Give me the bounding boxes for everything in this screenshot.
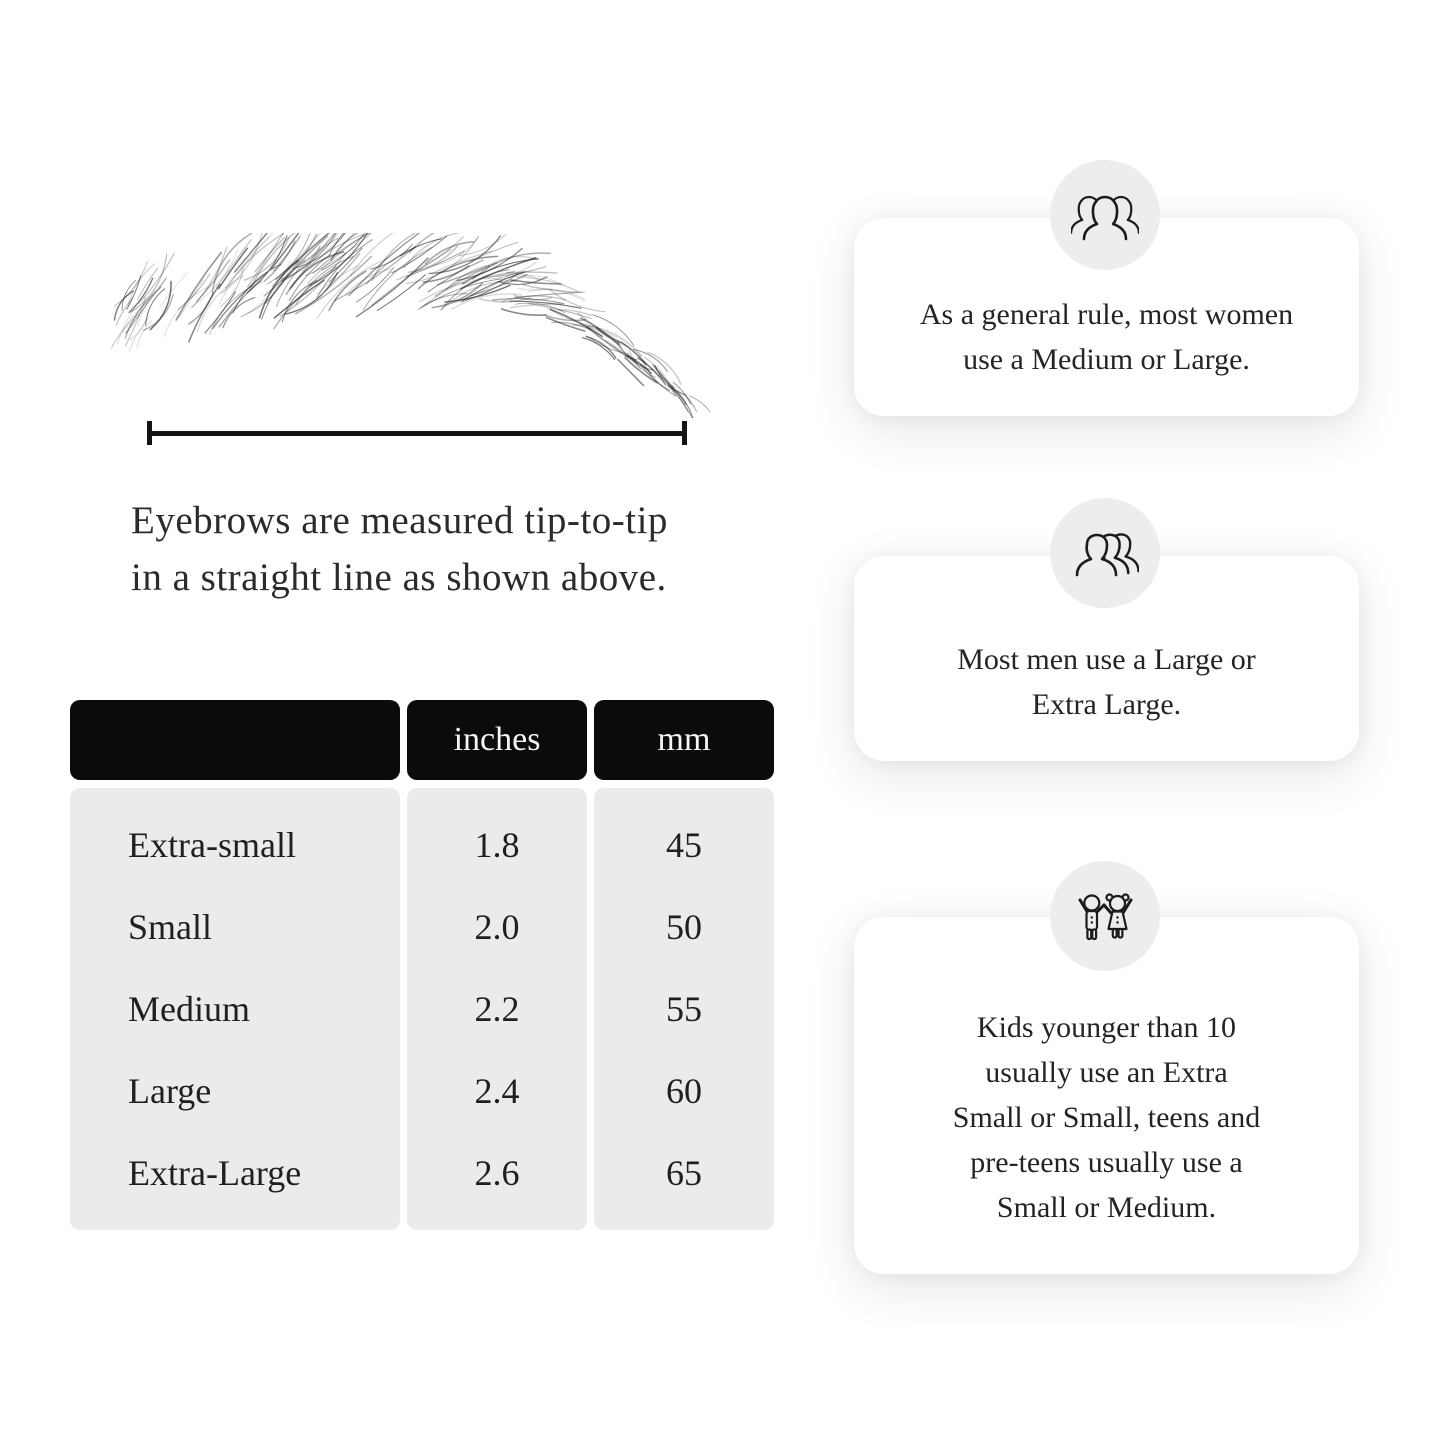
mm-column [594, 788, 774, 1230]
mm-value: 65 [666, 1153, 702, 1193]
inches-value: 2.2 [474, 989, 520, 1029]
card-text-line: As a general rule, most women [919, 298, 1294, 331]
size-label-column [70, 788, 400, 1230]
caption-line-2: in a straight line as shown above. [131, 556, 667, 599]
card-text-line: usually use an Extra [985, 1056, 1228, 1089]
inches-value: 1.8 [474, 825, 520, 865]
size-table-header [70, 700, 774, 780]
table-row-label: Medium [128, 989, 250, 1029]
card-text-line: Small or Small, teens and [952, 1101, 1261, 1134]
table-row-label: Small [128, 907, 213, 947]
men-icon-circle [1050, 498, 1160, 608]
header-cell-inches: inches [407, 700, 587, 780]
inches-value: 2.6 [474, 1153, 520, 1193]
measurement-caption [131, 492, 771, 606]
card-text-line: Most men use a Large or [957, 642, 1256, 676]
size-table-body [70, 788, 774, 1230]
header-cell-size [70, 700, 400, 780]
measurement-line [147, 421, 687, 445]
kids-icon-circle [1050, 861, 1160, 971]
inches-value: 2.0 [474, 907, 520, 947]
measurement-line-bar [152, 431, 682, 436]
eyebrow-illustration [100, 233, 710, 418]
card-text-line: use a Medium or Large. [963, 343, 1250, 376]
kids-icon [1072, 888, 1138, 944]
inches-column [407, 788, 587, 1230]
card-text-line: Kids younger than 10 [976, 1011, 1237, 1044]
table-row-label: Extra-Large [128, 1153, 302, 1193]
men-group-icon [1071, 527, 1139, 579]
card-text-line: Small or Medium. [996, 1191, 1217, 1224]
caption-line-1: Eyebrows are measured tip-to-tip [131, 499, 668, 542]
inches-value: 2.4 [474, 1071, 520, 1111]
card-text-line: Extra Large. [1031, 687, 1182, 721]
table-row-label: Large [128, 1071, 212, 1111]
mm-value: 50 [666, 907, 702, 947]
header-cell-mm: mm [594, 700, 774, 780]
women-icon-circle [1050, 160, 1160, 270]
card-text-line: pre-teens usually use a [970, 1146, 1243, 1179]
women-group-icon [1071, 189, 1139, 241]
mm-value: 55 [666, 989, 702, 1029]
table-row-label: Extra-small [128, 825, 296, 865]
mm-value: 60 [666, 1071, 702, 1111]
size-table [70, 700, 774, 1230]
mm-value: 45 [666, 825, 702, 865]
